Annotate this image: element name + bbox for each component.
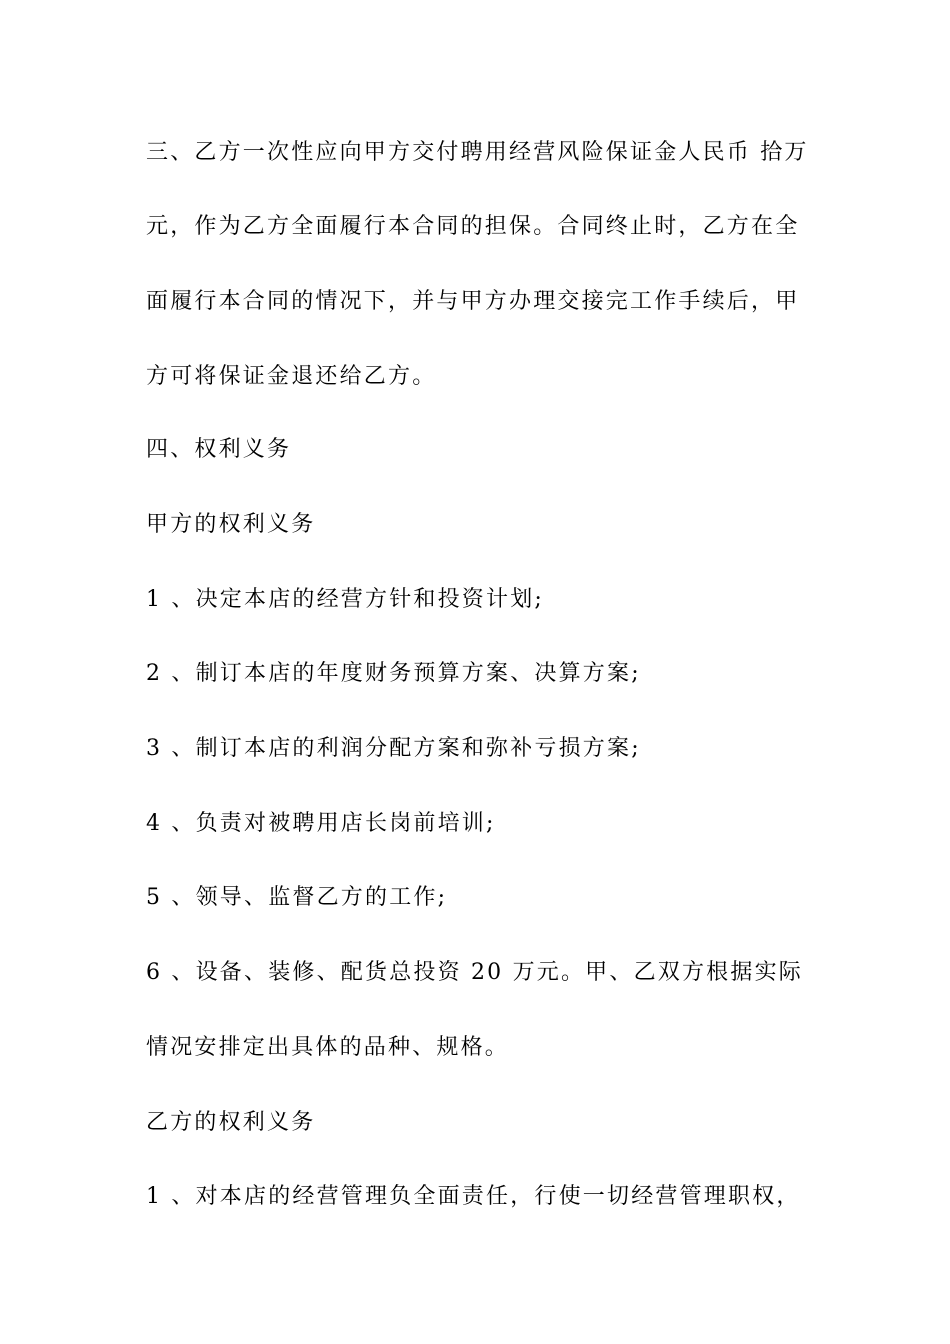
- list-item: 3 、制订本店的利润分配方案和弥补亏损方案;: [146, 736, 641, 761]
- list-item: 1 、对本店的经营管理负全面责任，行使一切经营管理职权，: [146, 1184, 801, 1209]
- paragraph-line: 方可将保证金退还给乙方。: [146, 364, 437, 389]
- paragraph-line: 三、乙方一次性应向甲方交付聘用经营风险保证金人民币 拾万: [146, 140, 809, 165]
- list-item: 1 、决定本店的经营方针和投资计划;: [146, 587, 545, 612]
- paragraph-line: 面履行本合同的情况下，并与甲方办理交接完工作手续后，甲: [146, 289, 800, 314]
- list-item: 5 、领导、监督乙方的工作;: [146, 885, 448, 910]
- list-item: 4 、负责对被聘用店长岗前培训;: [146, 811, 496, 836]
- list-item: 2 、制订本店的年度财务预算方案、决算方案;: [146, 661, 641, 686]
- section-heading: 四、权利义务: [146, 437, 292, 462]
- list-item: 6 、设备、装修、配货总投资 20 万元。甲、乙双方根据实际: [146, 960, 803, 985]
- subsection-heading: 甲方的权利义务: [146, 512, 316, 537]
- list-item-continuation: 情况安排定出具体的品种、规格。: [146, 1035, 510, 1060]
- paragraph-line: 元，作为乙方全面履行本合同的担保。合同终止时，乙方在全: [146, 214, 800, 239]
- subsection-heading: 乙方的权利义务: [146, 1110, 316, 1135]
